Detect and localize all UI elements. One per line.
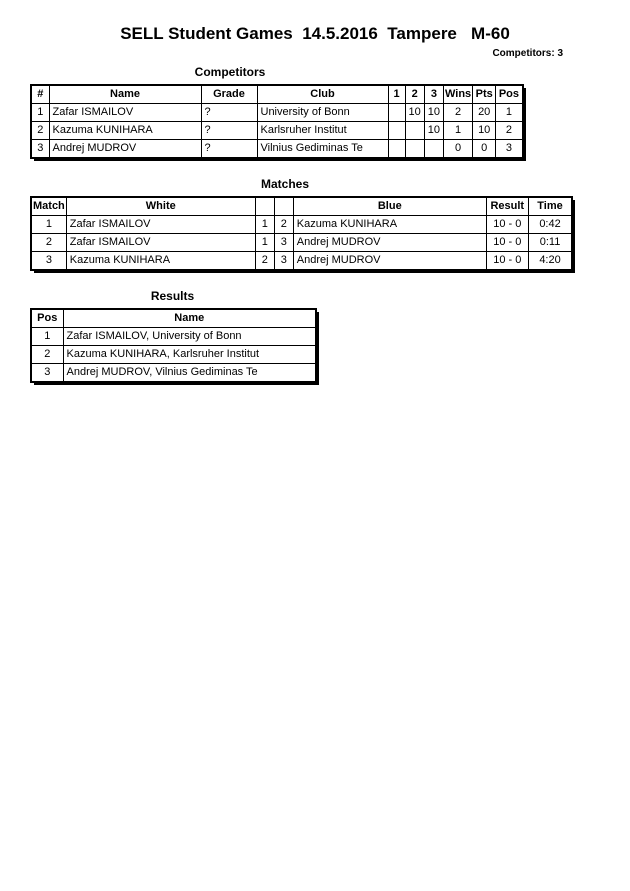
cell-match: 3 [31,252,66,271]
cell-round-3: 10 [424,104,443,122]
cell-match: 2 [31,234,66,252]
cell-pos: 1 [31,328,63,346]
col-name: Name [49,85,201,104]
cell-pts: 0 [473,140,496,159]
competitor-row [31,140,523,159]
col-wins: Wins [444,85,473,104]
col-white-num [255,197,274,216]
cell-name: Kazuma KUNIHARA [49,122,201,140]
cell-white: Zafar ISMAILOV [66,216,255,234]
cell-grade: ? [201,140,257,159]
col-white: White [66,197,255,216]
cell-pos: 3 [31,364,63,383]
cell-pos: 2 [31,346,63,364]
competitors-heading: Competitors [194,65,266,79]
col-pos: Pos [31,309,63,328]
cell-wins: 0 [444,140,473,159]
cell-white: Kazuma KUNIHARA [66,252,255,271]
col-name: Name [63,309,316,328]
cell-wins: 1 [444,122,473,140]
cell-name: Kazuma KUNIHARA, Karlsruher Institut [63,346,316,364]
cell-white: Zafar ISMAILOV [66,234,255,252]
cell-result: 10 - 0 [486,252,528,271]
cell-round-3: 10 [424,122,443,140]
cell-white-num: 1 [255,216,274,234]
col-blue-num [274,197,293,216]
cell-pos: 2 [496,122,523,140]
col-grade: Grade [201,85,257,104]
result-row [31,346,316,364]
page-title: SELL Student Games 14.5.2016 Tampere M-60 [120,24,510,43]
col-pts: Pts [473,85,496,104]
cell-time: 0:42 [528,216,572,234]
cell-blue: Andrej MUDROV [293,252,486,271]
competitors-header-row [31,85,523,104]
cell-time: 4:20 [528,252,572,271]
cell-number: 1 [31,104,49,122]
competitors-table [30,84,524,159]
result-row [31,364,316,383]
result-row [31,328,316,346]
competitors-count: Competitors: 3 [492,48,563,59]
matches-heading: Matches [260,177,310,191]
col-round-3: 3 [424,85,443,104]
cell-blue: Andrej MUDROV [293,234,486,252]
cell-name: Zafar ISMAILOV, University of Bonn [63,328,316,346]
cell-blue-num: 3 [274,234,293,252]
cell-name: Andrej MUDROV, Vilnius Gediminas Te [63,364,316,383]
col-round-1: 1 [388,85,405,104]
cell-club: Karlsruher Institut [257,122,388,140]
match-row [31,252,572,271]
cell-match: 1 [31,216,66,234]
cell-name: Andrej MUDROV [49,140,201,159]
cell-round-1 [388,140,405,159]
cell-round-2 [405,122,424,140]
matches-table [30,196,573,271]
cell-number: 3 [31,140,49,159]
results-header-row [31,309,316,328]
cell-white-num: 2 [255,252,274,271]
cell-blue: Kazuma KUNIHARA [293,216,486,234]
col-match: Match [31,197,66,216]
cell-blue-num: 3 [274,252,293,271]
competitor-row [31,104,523,122]
col-round-2: 2 [405,85,424,104]
competitor-row [31,122,523,140]
cell-result: 10 - 0 [486,216,528,234]
cell-wins: 2 [444,104,473,122]
match-row [31,216,572,234]
cell-pts: 20 [473,104,496,122]
cell-round-1 [388,122,405,140]
cell-blue-num: 2 [274,216,293,234]
cell-round-2: 10 [405,104,424,122]
col-time: Time [528,197,572,216]
matches-header-row [31,197,572,216]
cell-round-2 [405,140,424,159]
results-table [30,308,317,383]
cell-pos: 3 [496,140,523,159]
cell-club: University of Bonn [257,104,388,122]
cell-white-num: 1 [255,234,274,252]
results-heading: Results [150,289,195,303]
cell-pos: 1 [496,104,523,122]
col-pos: Pos [496,85,523,104]
cell-grade: ? [201,104,257,122]
cell-grade: ? [201,122,257,140]
cell-round-3 [424,140,443,159]
cell-pts: 10 [473,122,496,140]
cell-name: Zafar ISMAILOV [49,104,201,122]
cell-round-1 [388,104,405,122]
match-row [31,234,572,252]
cell-number: 2 [31,122,49,140]
col-blue: Blue [293,197,486,216]
cell-time: 0:11 [528,234,572,252]
col-result: Result [486,197,528,216]
col-number: # [31,85,49,104]
cell-result: 10 - 0 [486,234,528,252]
col-club: Club [257,85,388,104]
cell-club: Vilnius Gediminas Te [257,140,388,159]
